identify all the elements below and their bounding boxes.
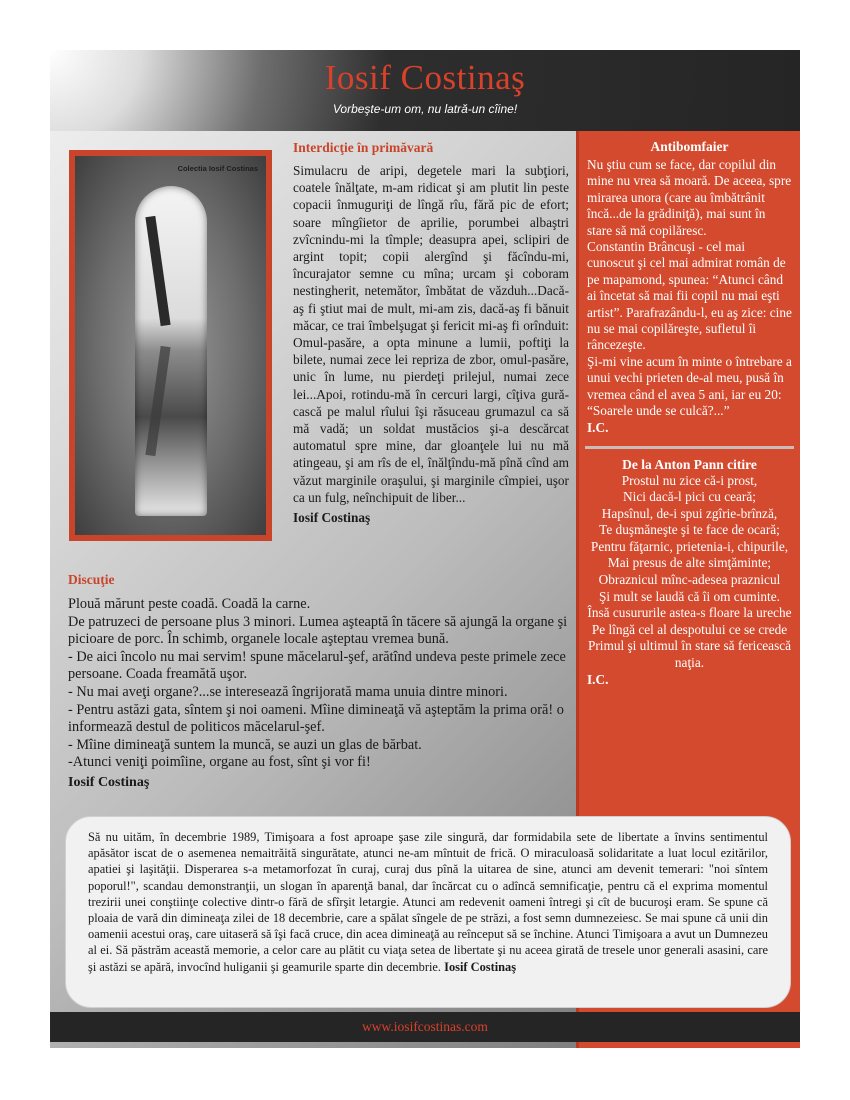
poem-line: Pe lîngă cel al despotului ce se crede <box>591 621 788 637</box>
anton-pann-poem <box>579 473 800 672</box>
footer <box>50 1012 800 1042</box>
article-body: Simulacru de aripi, degetele mari la subţiori, coatele înălţate, m-am ridicat şi am plutit lin peste copacii înmuguriţi de lîngă rîu, fără pic de efort; soare mîngîietor de aprilie, porumbei albaştri zvîcnindu-mi la tîmple; deasupra apei, sclipiri de argint topit; copii alergînd şi făcîndu-mi, încurajator semne cu mîna; urcam şi coboram nestingherit, netemător, îmbătat de văzduh...Dacă-aş fi ştiut mai de mult, mi-am zis, dacă-aş fi bănuit măcar, ce trai îmbelşugat şi fericit mi-aş fi orînduit: Omul-pasăre, a opta minune a lumii, poftiţi la bilete, numai zece lei repriza de zbor, omul-pasăre, unic în lume, nu pierdeţi prilejul, numai zece lei...Apoi, rotindu-mă în cercuri largi, cîţiva gură-cască pe malul rîului îşi răsuceau grumazul ca să mă vadă; un soldat mustăcios şi-a descărcat automatul spre mine, dar gloanţele lui nu mă atingeau, şi am rîs de el, înălţîndu-mă pînă cînd am văzut marginile oraşului, şi marginile cîmpiei, uşor ca un fulg, neînchipuit de liber... <box>293 163 569 505</box>
bottom-paragraph: Să nu uităm, în decembrie 1989, Timişoara a fost aproape şase zile singură, dar formidabila sete de libertate a învins sentimentul apăsător iscat de o asemenea nemaitrăită singurătate, atunci ne-am mîntuit de frică. O miraculoasă solidaritate a luat locul ezitărilor, apatiei şi laşităţii. Disperarea s-a metamorfozat în curaj, curaj dus pînă la uitarea de sine, atunci am devenit temerari: "noi sîntem poporul!", scandau demonstranţii, un slogan în aparenţă banal, dar încărcat cu o adîncă semnificaţie, pentru că el exprima momentul trezirii unei conştiinţe colective dintr-o fără de sfîrşit letargie. Atunci am redevenit oameni întregi şi cît de bucuroşi eram. Se spune că ploaia de vară din dimineaţa zilei de 18 decembrie, care a spălat sîngele de pe străzi, a fost semn dumnezeiesc. Se mai spune că unii din oamenii acestui oraş, care uitaseră să îşi facă cruce, din acea dimineaţă au reînceput să se închine. Atunci Timişoara a avut un Dumnezeu al ei. Să păstrăm această memorie, a celor care au plătit cu viaţa setea de libertate şi nu aceea girată de tresele unor generali asasini, care şi astăzi se apără, invocînd huliganii şi geamurile sparte din decembrie. <box>88 830 768 974</box>
photo <box>69 150 272 541</box>
discutie-line: - Mîine dimineaţă suntem la muncă, se auzi un glas de bărbat. <box>68 736 422 753</box>
discutie-line: - Nu mai aveţi organe?...se interesează îngrijorată mama unuia dintre minori. <box>68 683 508 700</box>
poem-line: Şi mult se laudă că îi om cuminte. <box>599 588 780 604</box>
poem-line: Însă cusururile astea-s floare la ureche <box>587 605 792 621</box>
discutie-line: -Atunci veniţi poimîine, organe au fost, sînt şi vor fi! <box>68 754 371 771</box>
discutie-body <box>68 596 568 772</box>
anton-pann-signature: I.C. <box>587 671 609 687</box>
article <box>293 140 569 526</box>
website-link[interactable]: www.iosifcostinas.com <box>362 1019 488 1034</box>
discutie-line: De patruzeci de persoane plus 3 minori. Lumea aşteaptă în tăcere să ajungă la organe şi picioare de porc. În schimb, organele locale aşteptau vremea bună. <box>68 613 568 648</box>
bottom-signature: Iosif Costinaş <box>444 959 517 974</box>
header <box>50 50 800 131</box>
discutie-line: Plouă mărunt peste coadă. Coadă la carne. <box>68 596 311 612</box>
sidebar-divider <box>585 446 794 449</box>
poem-line: Nici dacă-l pici cu ceară; <box>623 489 756 505</box>
poem-line: Te duşmăneşte şi te face de ocară; <box>599 522 780 538</box>
antibomfaier-signature: I.C. <box>587 419 609 435</box>
poem-line: Obraznicul mînc-adesea praznicul <box>598 572 781 588</box>
bottom-text-box <box>65 816 791 1008</box>
article-title: Interdicţie în primăvară <box>293 140 434 155</box>
poem-line: Pentru făţarnic, prietenia-i, chipurile, <box>590 538 789 554</box>
photo-arch <box>135 186 207 516</box>
antibomfaier-paragraph: Constantin Brâncuşi - cel mai cunoscut şi cel mai admirat român de pe mapamond, spunea: “Atunci când ai încetat să mai fii copil nu mai eşti artist”. Parafrazându-l, eu aş zice: cine nu se mai copilăreşte, sufletul îi râncezeşte. <box>587 239 792 353</box>
discutie-section <box>68 572 568 791</box>
poem-line: Mai presus de alte simţăminte; <box>607 555 772 571</box>
poem-line: Prostul nu zice că-i prost, <box>621 472 758 488</box>
antibomfaier-title: Antibomfaier <box>650 139 729 154</box>
antibomfaier-body <box>579 155 800 420</box>
discutie-signature: Iosif Costinaş <box>68 774 150 790</box>
photo-caption: Colectia Iosif Costinas <box>177 164 258 173</box>
site-title: Iosif Costinaş <box>324 58 526 97</box>
poem-line: Hapsînul, de-i spui zgîrie-brînză, <box>601 505 778 521</box>
bottom-text <box>88 829 768 975</box>
page <box>50 50 800 1048</box>
site-subtitle: Vorbeşte-um om, nu latră-un cîine! <box>332 102 518 116</box>
discutie-line: - Pentru astăzi gata, sîntem şi noi oameni. Mîine dimineaţă vă aşteptăm la prima oră! o informează destul de politicos măcelarul-şef. <box>68 701 564 736</box>
discutie-title: Discuţie <box>68 572 115 587</box>
anton-pann-title: De la Anton Pann citire <box>622 456 757 472</box>
article-signature: Iosif Costinaş <box>293 510 371 526</box>
photo-image <box>75 156 266 535</box>
discutie-line: - De aici încolo nu mai servim! spune măcelarul-şef, arătînd undeva peste primele zece persoane. Coada freamătă uşor. <box>68 648 566 683</box>
antibomfaier-paragraph: Şi-mi vine acum în minte o întrebare a unui vechi prieten de-al meu, pusă în vremea când el avea 5 ani, iar eu 20: “Soarele unde se culcă?...” <box>587 353 792 419</box>
poem-line: Primul şi ultimul în stare să fericească naţia. <box>587 638 792 671</box>
antibomfaier-paragraph: Nu ştiu cum se face, dar copilul din mine nu vrea să moară. De aceea, spre mirarea unora (care au îmbătrânit încă...de la grădiniţă), mai sunt în stare să mă copilăresc. <box>587 157 792 238</box>
